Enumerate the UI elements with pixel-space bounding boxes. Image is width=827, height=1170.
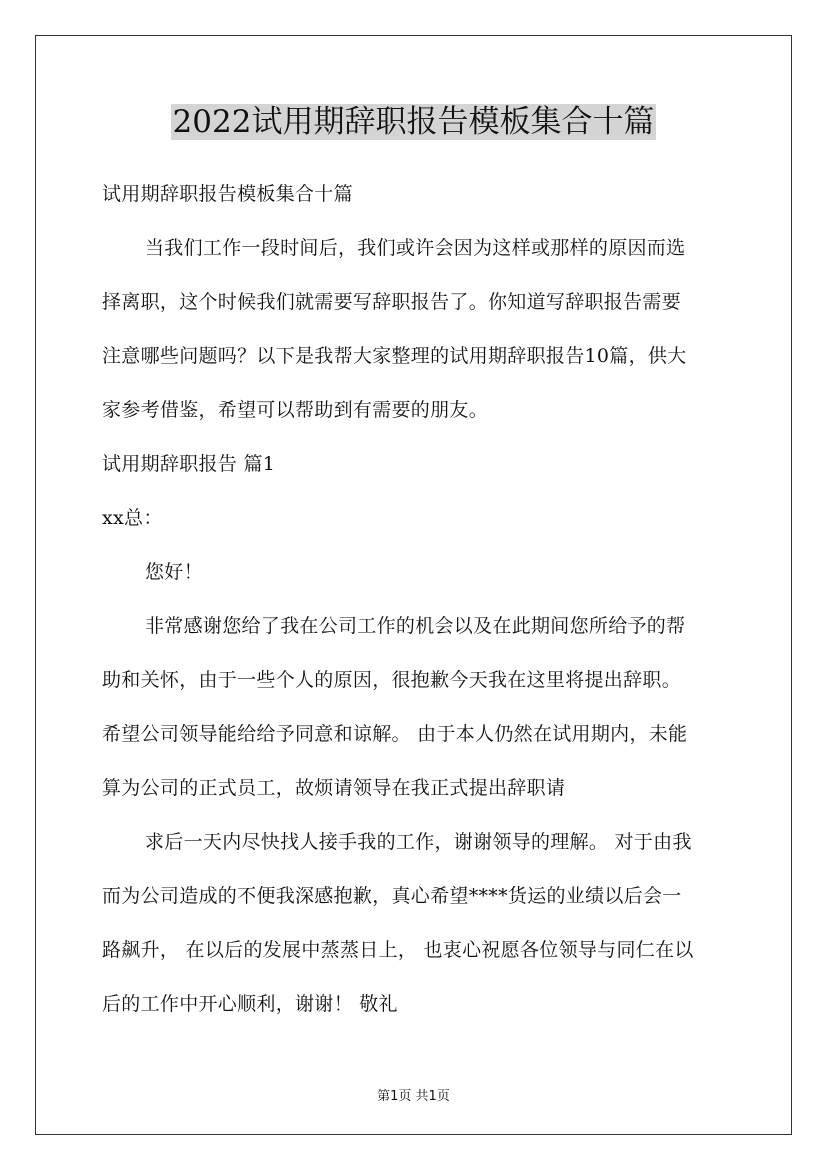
intro-line: 择离职，这个时候我们就需要写辞职报告了。你知道写辞职报告需要 <box>102 291 682 313</box>
body-line: 非常感谢您给了我在公司工作的机会以及在此期间您所给予的帮 <box>145 615 686 637</box>
body-line: 而为公司造成的不便我深感抱歉，真心希望****货运的业绩以后会一 <box>102 885 682 907</box>
salutation: xx总： <box>102 507 163 529</box>
document-title: 2022试用期辞职报告模板集合十篇 <box>172 104 655 140</box>
intro-line: 当我们工作一段时间后，我们或许会因为这样或那样的原因而选 <box>145 237 686 259</box>
body-line: 路飙升， 在以后的发展中蒸蒸日上， 也衷心祝愿各位领导与同仁在以 <box>102 939 694 961</box>
body-line: 后的工作中开心顺利，谢谢！ 敬礼 <box>102 993 398 1015</box>
greeting: 您好！ <box>145 561 203 583</box>
body-line: 算为公司的正式员工，故烦请领导在我正式提出辞职请 <box>102 777 566 799</box>
intro-line: 注意哪些问题吗？以下是我帮大家整理的试用期辞职报告10篇，供大 <box>102 345 687 367</box>
intro-line: 家参考借鉴，希望可以帮助到有需要的朋友。 <box>102 399 489 421</box>
body-line: 助和关怀，由于一些个人的原因，很抱歉今天我在这里将提出辞职。 <box>102 669 682 691</box>
body-line: 求后一天内尽快找人接手我的工作，谢谢领导的理解。 对于由我 <box>145 831 692 853</box>
section-heading: 试用期辞职报告 篇1 <box>102 453 276 475</box>
page-number: 第1页 共1页 <box>377 1089 450 1104</box>
body-line: 希望公司领导能给给予同意和谅解。 由于本人仍然在试用期内，未能 <box>102 723 688 745</box>
document-subtitle: 试用期辞职报告模板集合十篇 <box>102 183 353 205</box>
